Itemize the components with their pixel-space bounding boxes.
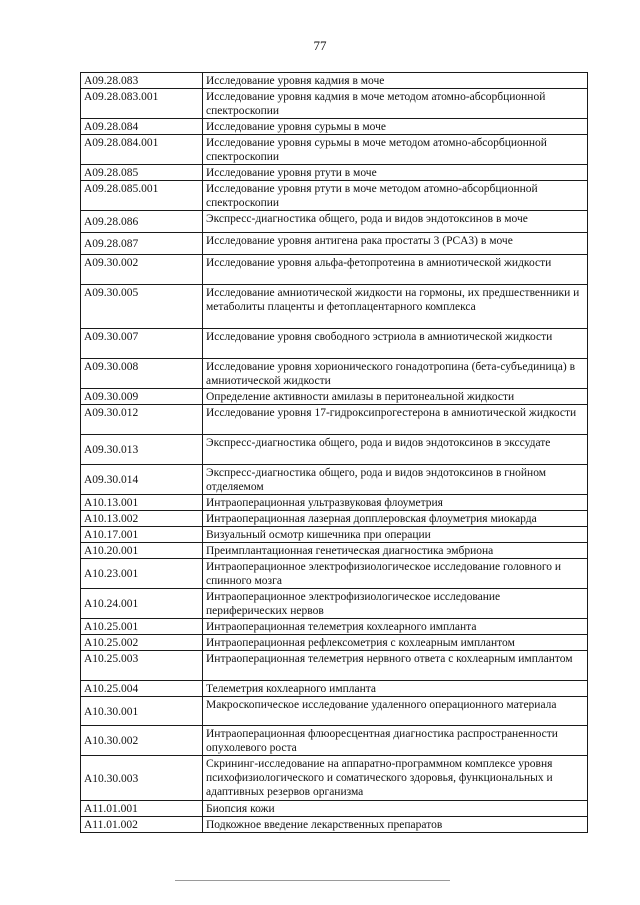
procedure-code: A10.13.001 [81, 495, 203, 511]
procedure-code: A10.20.001 [81, 543, 203, 559]
table-row [81, 681, 588, 697]
table-row [81, 465, 588, 495]
procedure-code: A10.23.001 [81, 559, 203, 589]
procedure-code: A09.30.012 [81, 405, 203, 435]
procedure-name: Исследование уровня 17-гидроксипрогестерона в амниотической жидкости [203, 405, 588, 435]
procedure-code: A09.30.014 [81, 465, 203, 495]
procedure-code: A09.28.086 [81, 211, 203, 233]
table-row [81, 285, 588, 329]
table-row [81, 527, 588, 543]
procedure-name: Экспресс-диагностика общего, рода и видов эндотоксинов в экссудате [203, 435, 588, 465]
procedure-code: A10.25.001 [81, 619, 203, 635]
procedure-name: Скрининг-исследование на аппаратно-программном комплексе уровня психофизиологического и соматического здоровья, функциональных и адаптивных резервов организма [203, 756, 588, 801]
procedure-code: A10.30.003 [81, 756, 203, 801]
procedure-name: Интраоперационное электрофизиологическое исследование периферических нервов [203, 589, 588, 619]
procedure-code: A11.01.001 [81, 801, 203, 817]
procedure-name: Исследование уровня антигена рака простаты 3 (PCA3) в моче [203, 233, 588, 255]
table-row [81, 756, 588, 801]
procedure-name: Исследование уровня сурьмы в моче методом атомно-абсорбционной спектроскопии [203, 135, 588, 165]
table-row [81, 726, 588, 756]
table-row [81, 559, 588, 589]
procedure-code: A10.25.004 [81, 681, 203, 697]
procedure-name: Исследование уровня кадмия в моче [203, 73, 588, 89]
procedure-code: A09.30.002 [81, 255, 203, 285]
procedure-code: A10.25.003 [81, 651, 203, 681]
procedure-name: Исследование уровня хорионического гонадотропина (бета-субъединица) в амниотической жидкости [203, 359, 588, 389]
procedure-code: A09.30.013 [81, 435, 203, 465]
procedure-name: Интраоперационная флюоресцентная диагностика распространенности опухолевого роста [203, 726, 588, 756]
procedure-code: A09.28.084 [81, 119, 203, 135]
procedure-name: Интраоперационное электрофизиологическое исследование головного и спинного мозга [203, 559, 588, 589]
procedure-name: Подкожное введение лекарственных препаратов [203, 817, 588, 833]
page-number: 77 [313, 38, 327, 53]
procedure-name: Экспресс-диагностика общего, рода и видов эндотоксинов в моче [203, 211, 588, 233]
table-body [81, 73, 588, 833]
table-row [81, 255, 588, 285]
table-row [81, 697, 588, 726]
procedure-code: A09.28.084.001 [81, 135, 203, 165]
procedure-name: Интраоперационная телеметрия нервного ответа с кохлеарным имплантом [203, 651, 588, 681]
table-row [81, 543, 588, 559]
table-row [81, 619, 588, 635]
procedure-code: A10.30.001 [81, 697, 203, 726]
procedure-code: A11.01.002 [81, 817, 203, 833]
procedure-code: A10.25.002 [81, 635, 203, 651]
procedure-code: A10.17.001 [81, 527, 203, 543]
bottom-scan-line [175, 880, 450, 881]
procedure-code: A09.30.005 [81, 285, 203, 329]
procedure-name: Интраоперационная телеметрия кохлеарного импланта [203, 619, 588, 635]
procedure-code: A09.28.083 [81, 73, 203, 89]
procedure-name: Макроскопическое исследование удаленного операционного материала [203, 697, 588, 726]
procedure-code: A10.30.002 [81, 726, 203, 756]
table-row [81, 801, 588, 817]
procedure-name: Экспресс-диагностика общего, рода и видов эндотоксинов в гнойном отделяемом [203, 465, 588, 495]
table-row [81, 405, 588, 435]
procedure-name: Интраоперационная лазерная допплеровская флоуметрия миокарда [203, 511, 588, 527]
table-row [81, 359, 588, 389]
table-row [81, 233, 588, 255]
procedure-code: A09.30.008 [81, 359, 203, 389]
procedure-name: Исследование уровня кадмия в моче методом атомно-абсорбционной спектроскопии [203, 89, 588, 119]
procedure-name: Определение активности амилазы в перитонеальной жидкости [203, 389, 588, 405]
procedure-name: Исследование амниотической жидкости на гормоны, их предшественники и метаболиты плаценты и фетоплацентарного комплекса [203, 285, 588, 329]
procedure-name: Исследование уровня ртути в моче методом атомно-абсорбционной спектроскопии [203, 181, 588, 211]
table-row [81, 211, 588, 233]
table-row [81, 511, 588, 527]
procedures-table [80, 72, 588, 833]
procedure-name: Интраоперационная рефлексометрия с кохлеарным имплантом [203, 635, 588, 651]
table-row [81, 651, 588, 681]
procedure-code: A09.30.007 [81, 329, 203, 359]
procedure-code: A10.13.002 [81, 511, 203, 527]
procedure-name: Исследование уровня альфа-фетопротеина в амниотической жидкости [203, 255, 588, 285]
table-row [81, 495, 588, 511]
procedure-name: Интраоперационная ультразвуковая флоуметрия [203, 495, 588, 511]
procedure-code: A09.28.087 [81, 233, 203, 255]
procedure-code: A10.24.001 [81, 589, 203, 619]
table-row [81, 73, 588, 89]
procedure-code: A09.28.085.001 [81, 181, 203, 211]
table-row [81, 329, 588, 359]
procedure-name: Исследование уровня ртути в моче [203, 165, 588, 181]
table-row [81, 89, 588, 119]
table-row [81, 135, 588, 165]
procedure-code: A09.28.083.001 [81, 89, 203, 119]
table-row [81, 389, 588, 405]
procedure-code: A09.30.009 [81, 389, 203, 405]
table-row [81, 119, 588, 135]
table-row [81, 165, 588, 181]
table-row [81, 589, 588, 619]
procedure-name: Биопсия кожи [203, 801, 588, 817]
procedure-name: Телеметрия кохлеарного импланта [203, 681, 588, 697]
procedure-name: Исследование уровня свободного эстриола в амниотической жидкости [203, 329, 588, 359]
procedure-name: Преимплантационная генетическая диагностика эмбриона [203, 543, 588, 559]
table-row [81, 817, 588, 833]
procedure-code: A09.28.085 [81, 165, 203, 181]
procedure-name: Исследование уровня сурьмы в моче [203, 119, 588, 135]
table-row [81, 435, 588, 465]
table-row [81, 181, 588, 211]
procedure-name: Визуальный осмотр кишечника при операции [203, 527, 588, 543]
table-row [81, 635, 588, 651]
